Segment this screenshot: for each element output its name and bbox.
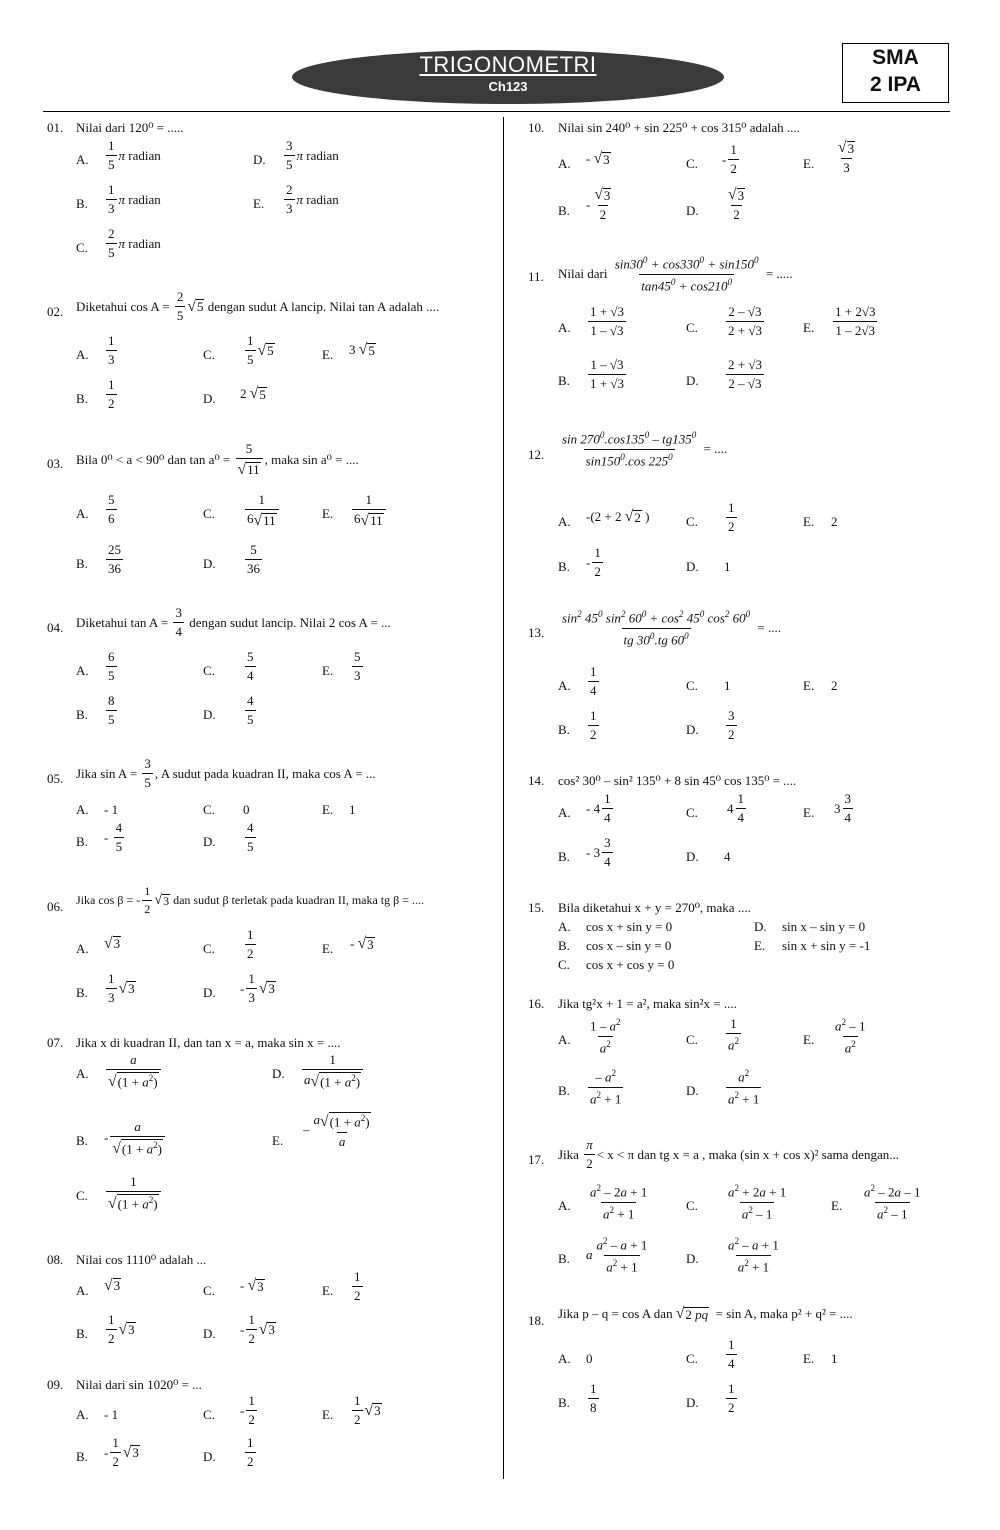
q16-B[interactable]: $\frac{- a^2}{a^2 + 1}$: [590, 1068, 622, 1106]
q10-D-label: D.: [686, 203, 699, 218]
q08-E-label: E.: [322, 1283, 334, 1298]
q12-number: 12.: [528, 447, 545, 462]
q11-E[interactable]: $\frac{1 + 2√3}{1 - 2√3}$: [835, 304, 876, 339]
q06-C[interactable]: $\frac{1}{2}$: [247, 927, 254, 962]
q12-B[interactable]: - $\frac{1}{2}$: [586, 545, 601, 580]
q01-B[interactable]: $\frac{1}{3}$ π radian: [108, 182, 161, 217]
q14-C[interactable]: 4 $\frac{1}{4}$: [727, 791, 744, 826]
q09-B[interactable]: - $\frac{1}{2}$ √ 3: [104, 1435, 139, 1470]
q17-C[interactable]: $\frac{a^2 + 2a + 1}{a^2 - 1}$: [728, 1183, 787, 1221]
q18-B[interactable]: $\frac{1}{8}$: [590, 1381, 597, 1416]
header-divider: [43, 111, 950, 112]
q06-A[interactable]: √ 3: [104, 935, 121, 952]
q11-A-label: A.: [558, 320, 571, 335]
q02-A-label: A.: [76, 347, 89, 362]
q03-A[interactable]: $\frac{5}{6}$: [108, 492, 115, 527]
q12-C-label: C.: [686, 514, 698, 529]
q03-B[interactable]: $\frac{25}{36}$: [108, 542, 121, 577]
q13-A[interactable]: $\frac{1}{4}$: [590, 664, 597, 699]
q18-E-label: E.: [803, 1351, 815, 1366]
q02-C-label: C.: [203, 347, 215, 362]
q09-D[interactable]: $\frac{1}{2}$: [247, 1435, 254, 1470]
q05-D-label: D.: [203, 834, 216, 849]
q13-text: $\frac{\sin^2 45^0 \sin^2 60^0 + \cos^2 45^0 \cos^2 60^0}{tg 30^0.tg 60^0}$ = ....: [562, 609, 782, 647]
q12-text: $\frac{\sin 270^0.\cos 135^0 - tg135^0}{\sin 150^0.\cos 225^0}$ = ....: [562, 430, 728, 468]
q10-E-label: E.: [803, 156, 815, 171]
q10-text: Nilai sin 240⁰ + sin 225⁰ + cos 315⁰ adalah ....: [558, 120, 800, 135]
q17-E-label: E.: [831, 1198, 843, 1213]
q05-E-label: E.: [322, 802, 334, 817]
q11-number: 11.: [528, 269, 544, 284]
q06-number: 06.: [47, 899, 64, 914]
q06-D[interactable]: - $\frac{1}{3}$ √ 3: [240, 971, 275, 1006]
q13-E-label: E.: [803, 678, 815, 693]
q02-D[interactable]: 2 √ 5: [240, 385, 266, 403]
q18-D[interactable]: $\frac{1}{2}$: [728, 1381, 735, 1416]
q09-C[interactable]: - $\frac{1}{2}$: [240, 1393, 255, 1428]
q10-B-label: B.: [558, 203, 570, 218]
q14-D[interactable]: 4: [724, 849, 731, 864]
q16-B-label: B.: [558, 1083, 570, 1098]
q15-number: 15.: [528, 900, 545, 915]
q17-C-label: C.: [686, 1198, 698, 1213]
q02-text: Diketahui cos A = $\frac{2}{5}$ √ 5 dengan sudut A lancip. Nilai tan A adalah ....: [76, 289, 440, 324]
q05-E[interactable]: 1: [349, 802, 356, 817]
q06-E[interactable]: - √ 3: [350, 935, 374, 953]
q12-D-label: D.: [686, 559, 699, 574]
q18-A-label: A.: [558, 1351, 571, 1366]
q04-text: Diketahui tan A = $\frac{3}{4}$ dengan sudut lancip. Nilai 2 cos A = ...: [76, 605, 391, 640]
q11-B[interactable]: $\frac{1 - √3}{1 + √3}$: [590, 357, 624, 392]
q06-text: Jika cos β = - $\frac{1}{2}$ √ 3 dan sudut β terletak pada kuadran II, maka tg β = ....: [76, 884, 425, 917]
q18-C-label: C.: [686, 1351, 698, 1366]
q04-C-label: C.: [203, 663, 215, 678]
q14-number: 14.: [528, 773, 545, 788]
q12-B-label: B.: [558, 559, 570, 574]
q10-A-label: A.: [558, 156, 571, 171]
q02-number: 02.: [47, 304, 64, 319]
q17-E[interactable]: $\frac{a^2 - 2a - 1}{a^2 - 1}$: [864, 1183, 921, 1221]
q18-number: 18.: [528, 1313, 545, 1328]
q03-D[interactable]: $\frac{5}{36}$: [247, 542, 260, 577]
q07-C[interactable]: 1 √ $(1 + a^2)$: [104, 1175, 163, 1212]
q04-D[interactable]: $\frac{4}{5}$: [247, 693, 254, 728]
q11-text: Nilai dari $\frac{\sin 30^0 + \cos 330^0 + \sin 150^0}{\tan 45^0 + \cos 210^0}$ = .....: [558, 255, 793, 293]
q14-E[interactable]: 3 $\frac{3}{4}$: [834, 791, 851, 826]
q07-D[interactable]: 1 a √ $(1 + a^2)$: [300, 1053, 365, 1090]
q06-E-label: E.: [322, 941, 334, 956]
q18-B-label: B.: [558, 1395, 570, 1410]
q02-E[interactable]: 3 √ 5: [349, 341, 375, 359]
q14-D-label: D.: [686, 849, 699, 864]
q07-text: Jika x di kuadran II, dan tan x = a, maka sin x = ....: [76, 1035, 341, 1050]
q15-D[interactable]: sin x – sin y = 0: [782, 919, 866, 934]
q05-number: 05.: [47, 771, 64, 786]
q18-A[interactable]: 0: [586, 1351, 593, 1366]
q07-B[interactable]: - a √ $(1 + a^2)$: [104, 1120, 167, 1157]
q05-B-label: B.: [76, 834, 88, 849]
q05-C[interactable]: 0: [243, 802, 250, 817]
q16-number: 16.: [528, 996, 545, 1011]
q09-E[interactable]: $\frac{1}{2}$ √ 3: [354, 1393, 381, 1428]
q07-A-label: A.: [76, 1066, 89, 1081]
q08-A[interactable]: √ 3: [104, 1277, 121, 1294]
q06-B-label: B.: [76, 985, 88, 1000]
q17-B-label: B.: [558, 1251, 570, 1266]
q15-C-label: C.: [558, 957, 570, 972]
q15-B[interactable]: cos x – sin y = 0: [586, 938, 672, 953]
q09-A-label: A.: [76, 1407, 89, 1422]
q18-E[interactable]: 1: [831, 1351, 838, 1366]
page-title: TRIGONOMETRI: [419, 52, 597, 77]
q02-D-label: D.: [203, 391, 216, 406]
q17-text: Jika $\frac{\pi}{2}$ < x < π dan tg x = a , maka (sin x + cos x)² sama dengan...: [558, 1137, 899, 1172]
q01-C[interactable]: $\frac{2}{5}$ π radian: [108, 226, 161, 261]
q02-B[interactable]: $\frac{1}{2}$: [108, 377, 115, 412]
q13-D[interactable]: $\frac{3}{2}$: [728, 708, 735, 743]
q16-C-label: C.: [686, 1032, 698, 1047]
column-divider: [503, 117, 504, 1479]
q15-C[interactable]: cos x + cos y = 0: [586, 957, 675, 972]
q15-A[interactable]: cos x + sin y = 0: [586, 919, 673, 934]
q04-E[interactable]: $\frac{5}{3}$: [354, 649, 361, 684]
q12-C[interactable]: $\frac{1}{2}$: [728, 500, 735, 535]
q01-E-label: E.: [253, 196, 265, 211]
q16-A-label: A.: [558, 1032, 571, 1047]
q13-D-label: D.: [686, 722, 699, 737]
q01-E[interactable]: $\frac{2}{3}$ π radian: [286, 182, 339, 217]
q08-A-label: A.: [76, 1283, 89, 1298]
q02-B-label: B.: [76, 391, 88, 406]
q08-text: Nilai cos 1110⁰ adalah ...: [76, 1252, 207, 1267]
q16-E[interactable]: $\frac{a^2 - 1}{a^2}$: [835, 1017, 866, 1055]
q13-A-label: A.: [558, 678, 571, 693]
q03-C[interactable]: 1 6 √ 11: [243, 493, 281, 528]
q13-B-label: B.: [558, 722, 570, 737]
q04-number: 04.: [47, 620, 64, 635]
q16-A[interactable]: $\frac{1 - a^2}{a^2}$: [590, 1017, 621, 1055]
q07-number: 07.: [47, 1035, 64, 1050]
q08-number: 08.: [47, 1252, 64, 1267]
q12-A[interactable]: -(2 + 2 √ 2 ): [586, 508, 650, 526]
q03-D-label: D.: [203, 556, 216, 571]
q06-A-label: A.: [76, 941, 89, 956]
q01-A-label: A.: [76, 152, 89, 167]
q02-E-label: E.: [322, 347, 334, 362]
q03-E-label: E.: [322, 506, 334, 521]
q15-B-label: B.: [558, 938, 570, 953]
header-oval: [292, 50, 724, 104]
q11-E-label: E.: [803, 320, 815, 335]
q03-E[interactable]: 1 6 √ 11: [350, 493, 388, 528]
q08-B-label: B.: [76, 1326, 88, 1341]
q05-C-label: C.: [203, 802, 215, 817]
chapter-code: Ch123: [488, 79, 528, 94]
q11-A[interactable]: $\frac{1 + √3}{1 - √3}$: [590, 304, 624, 339]
class-box: [842, 43, 949, 103]
q03-C-label: C.: [203, 506, 215, 521]
q12-A-label: A.: [558, 514, 571, 529]
q13-number: 13.: [528, 625, 545, 640]
q15-E[interactable]: sin x + sin y = -1: [782, 938, 871, 953]
q16-text: Jika tg²x + 1 = a², maka sin²x = ....: [558, 996, 737, 1011]
q07-C-label: C.: [76, 1188, 88, 1203]
q01-B-label: B.: [76, 196, 88, 211]
q15-D-label: D.: [754, 919, 767, 934]
q08-C[interactable]: - √ 3: [240, 1277, 264, 1295]
q02-A[interactable]: $\frac{1}{3}$: [108, 333, 115, 368]
q11-C-label: C.: [686, 320, 698, 335]
q14-B-label: B.: [558, 849, 570, 864]
q05-A-label: A.: [76, 802, 89, 817]
q08-D-label: D.: [203, 1326, 216, 1341]
q01-A[interactable]: $\frac{1}{5}$ π radian: [108, 138, 161, 173]
q04-B-label: B.: [76, 707, 88, 722]
q10-C-label: C.: [686, 156, 698, 171]
q13-C-label: C.: [686, 678, 698, 693]
q12-D[interactable]: 1: [724, 559, 731, 574]
q17-D[interactable]: $\frac{a^2 - a + 1}{a^2 + 1}$: [728, 1236, 779, 1274]
q01-text: Nilai dari 120⁰ = .....: [76, 120, 184, 135]
q02-C[interactable]: $\frac{1}{5}$ √ 5: [247, 333, 274, 368]
q14-C-label: C.: [686, 805, 698, 820]
q15-E-label: E.: [754, 938, 766, 953]
class-label: 2 IPA: [870, 73, 921, 96]
q15-A-label: A.: [558, 919, 571, 934]
q09-E-label: E.: [322, 1407, 334, 1422]
q07-E-label: E.: [272, 1133, 284, 1148]
q10-A[interactable]: - √ 3: [586, 150, 610, 168]
q11-C[interactable]: $\frac{2 - √3}{2 + √3}$: [728, 304, 762, 339]
q16-D-label: D.: [686, 1083, 699, 1098]
q05-D[interactable]: $\frac{4}{5}$: [247, 820, 254, 855]
q09-D-label: D.: [203, 1449, 216, 1464]
q05-A[interactable]: - 1: [104, 802, 119, 817]
q09-C-label: C.: [203, 1407, 215, 1422]
q08-D[interactable]: - $\frac{1}{2}$ √ 3: [240, 1312, 275, 1347]
q01-number: 01.: [47, 120, 64, 135]
q11-B-label: B.: [558, 373, 570, 388]
q16-E-label: E.: [803, 1032, 815, 1047]
q04-C[interactable]: $\frac{5}{4}$: [247, 649, 254, 684]
q10-E[interactable]: √ 3 3: [838, 139, 855, 175]
q13-E[interactable]: 2: [831, 678, 838, 693]
q03-B-label: B.: [76, 556, 88, 571]
q09-text: Nilai dari sin 1020⁰ = ...: [76, 1377, 202, 1392]
q03-text: Bila 0⁰ < a < 90⁰ dan tan a⁰ = 5 √ 11 , maka sin a⁰ = ....: [76, 441, 359, 478]
q16-D[interactable]: $\frac{a^2}{a^2 + 1}$: [728, 1068, 760, 1106]
q01-D[interactable]: $\frac{3}{5}$ π radian: [286, 138, 339, 173]
q01-D-label: D.: [253, 152, 266, 167]
q17-B[interactable]: a $\frac{a^2 - a + 1}{a^2 + 1}$: [586, 1236, 648, 1274]
q17-D-label: D.: [686, 1251, 699, 1266]
q01-C-label: C.: [76, 240, 88, 255]
q07-A[interactable]: a √ $(1 + a^2)$: [104, 1053, 163, 1090]
q10-D[interactable]: √ 3 2: [728, 186, 745, 222]
q17-A[interactable]: $\frac{a^2 - 2a + 1}{a^2 + 1}$: [590, 1183, 648, 1221]
q11-D[interactable]: $\frac{2 + √3}{2 - √3}$: [728, 357, 762, 392]
q12-E[interactable]: 2: [831, 514, 838, 529]
q17-number: 17.: [528, 1152, 545, 1167]
q06-D-label: D.: [203, 985, 216, 1000]
q04-A-label: A.: [76, 663, 89, 678]
q10-C[interactable]: - $\frac{1}{2}$: [722, 142, 737, 177]
q18-C[interactable]: $\frac{1}{4}$: [728, 1337, 735, 1372]
q18-text: Jika p – q = cos A dan √ 2 pq = sin A, maka p² + q² = ....: [558, 1305, 853, 1323]
q14-A[interactable]: - 4 $\frac{1}{4}$: [586, 791, 611, 826]
q04-B[interactable]: $\frac{8}{5}$: [108, 693, 115, 728]
q14-E-label: E.: [803, 805, 815, 820]
q09-A[interactable]: - 1: [104, 1407, 119, 1422]
q07-E[interactable]: – a √ $(1 + a^2)$ a: [303, 1111, 370, 1149]
q07-D-label: D.: [272, 1066, 285, 1081]
q04-E-label: E.: [322, 663, 334, 678]
q14-A-label: A.: [558, 805, 571, 820]
q16-C[interactable]: $\frac{1}{a^2}$: [728, 1016, 740, 1053]
q05-text: Jika sin A = $\frac{3}{5}$ , A sudut pada kuadran II, maka cos A = ...: [76, 756, 376, 791]
q13-B[interactable]: $\frac{1}{2}$: [590, 708, 597, 743]
q17-A-label: A.: [558, 1198, 571, 1213]
q12-E-label: E.: [803, 514, 815, 529]
q06-B[interactable]: $\frac{1}{3}$ √ 3: [108, 971, 135, 1006]
q08-B[interactable]: $\frac{1}{2}$ √ 3: [108, 1312, 135, 1347]
q08-C-label: C.: [203, 1283, 215, 1298]
q09-B-label: B.: [76, 1449, 88, 1464]
q15-text: Bila diketahui x + y = 270⁰, maka ....: [558, 900, 751, 915]
q11-D-label: D.: [686, 373, 699, 388]
q18-D-label: D.: [686, 1395, 699, 1410]
q04-D-label: D.: [203, 707, 216, 722]
q14-text: cos² 30⁰ – sin² 135⁰ + 8 sin 45⁰ cos 135⁰ = ....: [558, 773, 797, 788]
q14-B[interactable]: - 3 $\frac{3}{4}$: [586, 835, 611, 870]
q03-A-label: A.: [76, 506, 89, 521]
q04-A[interactable]: $\frac{6}{5}$: [108, 649, 115, 684]
q09-number: 09.: [47, 1377, 64, 1392]
q05-B[interactable]: - $\frac{4}{5}$: [104, 820, 123, 855]
q13-C[interactable]: 1: [724, 678, 731, 693]
q10-number: 10.: [528, 120, 545, 135]
q03-number: 03.: [47, 456, 64, 471]
q07-B-label: B.: [76, 1133, 88, 1148]
q06-C-label: C.: [203, 941, 215, 956]
school-label: SMA: [872, 46, 919, 69]
q10-B[interactable]: - √ 3 2: [586, 186, 611, 222]
q08-E[interactable]: $\frac{1}{2}$: [354, 1269, 361, 1304]
